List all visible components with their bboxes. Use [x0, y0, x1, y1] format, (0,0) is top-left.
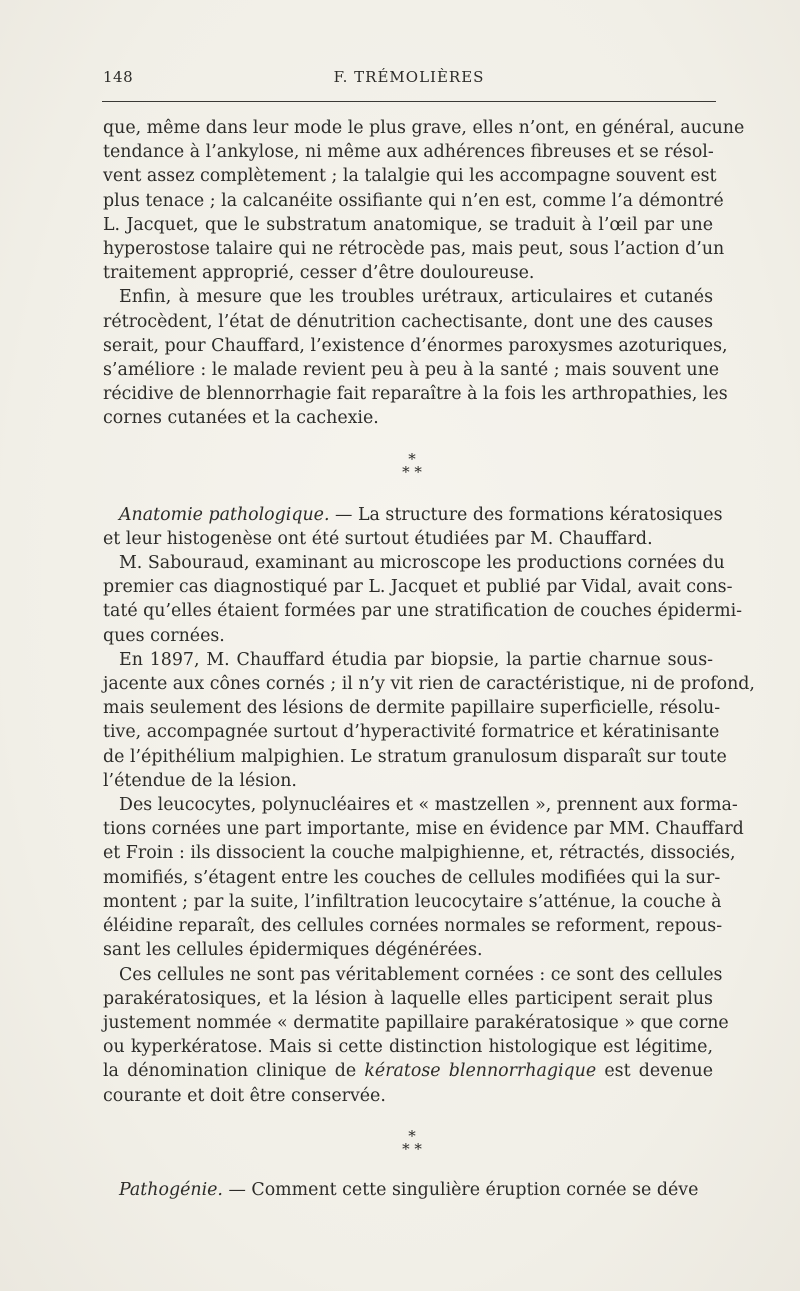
text-line: serait, pour Chauffard, l’existence d’énormes paroxysmes azoturiques,: [103, 335, 728, 356]
text-line: traitement approprié, cesser d’être douloureuse.: [103, 263, 535, 284]
text-line: montent ; par la suite, l’infiltration leucocytaire s’atténue, la couche à: [103, 891, 722, 912]
text-line: En 1897, M. Chauffard étudia par biopsie, la partie charnue sous-: [119, 649, 713, 670]
text-line: Enfin, à mesure que les troubles urétraux, articulaires et cutanés: [119, 287, 713, 308]
text-line: hyperostose talaire qui ne rétrocède pas, mais peut, sous l’action d’un: [103, 239, 725, 260]
text-line: tions cornées une part importante, mise en évidence par MM. Chauffard: [103, 819, 744, 840]
separator-star-bottom: * *: [402, 1139, 422, 1158]
paragraph-leucocytes: [103, 793, 744, 962]
text-line: mais seulement des lésions de dermite papillaire superficielle, résolu-: [103, 698, 721, 719]
text-line: de l’épithélium malpighien. Le stratum granulosum disparaît sur toute: [103, 746, 727, 767]
text-line: l’étendue de la lésion.: [103, 770, 297, 791]
text-line: s’améliore : le malade revient peu à peu à la santé ; mais souvent une: [103, 360, 720, 381]
header-rule: [102, 101, 716, 102]
paragraph-anatomie: [103, 503, 723, 551]
section-separator: [103, 449, 713, 481]
text-line: plus tenace ; la calcanéite ossifiante qui n’en est, comme l’a démontré: [103, 190, 724, 211]
running-head: F. TRÉMOLIÈRES: [333, 68, 485, 86]
text-line: ques cornées.: [103, 625, 225, 646]
text-line: récidive de blennorrhagie fait reparaître à la fois les arthropathies, les: [103, 384, 728, 405]
text-line: [103, 1059, 713, 1083]
paragraph-sabouraud: [103, 551, 743, 648]
text-line: [103, 503, 723, 527]
text-line: momifiés, s’étagent entre les couches de cellules modifiées qui la sur-: [103, 867, 721, 888]
paragraph-enfin: [103, 285, 728, 430]
text-line: ou kyperkératose. Mais si cette distinction histologique est légitime,: [103, 1037, 713, 1058]
text-fragment: — Comment cette singulière éruption cornée se déve: [222, 1179, 699, 1200]
section-title-anatomie: Anatomie pathologique.: [119, 504, 330, 525]
paragraph-continuation: [103, 116, 745, 285]
text-line: courante et doit être conservée.: [103, 1085, 386, 1106]
text-line: cornes cutanées et la cachexie.: [103, 408, 379, 429]
text-line: taté qu’elles étaient formées par une stratification de couches épidermi-: [103, 601, 743, 622]
text-line: sant les cellules épidermiques dégénérées.: [103, 940, 483, 961]
italic-term: kératose blennorrhagique: [364, 1061, 597, 1082]
text-line: premier cas diagnostiqué par L. Jacquet et publié par Vidal, avait cons-: [103, 577, 733, 598]
section-title-pathogenie: Pathogénie.: [119, 1179, 223, 1200]
text-line: et leur histogenèse ont été surtout étudiées par M. Chauffard.: [103, 528, 653, 549]
text-line: rétrocèdent, l’état de dénutrition cachectisante, dont une des causes: [103, 311, 713, 332]
text-line: jacente aux cônes cornés ; il n’y vit rien de caractéristique, ni de profond,: [103, 674, 755, 695]
text-line: tendance à l’ankylose, ni même aux adhérences fibreuses et se résol-: [103, 142, 714, 163]
section-separator: [103, 1126, 713, 1158]
paragraph-1897: [103, 648, 755, 793]
text-line: M. Sabouraud, examinant au microscope les productions cornées du: [119, 553, 725, 574]
text-line: justement nommée « dermatite papillaire parakératosique » que corne: [103, 1012, 729, 1033]
text-line: vent assez complètement ; la talalgie qui les accompagne souvent est: [103, 166, 717, 187]
text-line: Des leucocytes, polynucléaires et « mastzellen », prennent aux forma-: [119, 795, 738, 816]
separator-star-bottom: * *: [402, 462, 422, 481]
text-line: éléidine reparaît, des cellules cornées normales se reforment, repous-: [103, 916, 723, 937]
page-header: [103, 68, 715, 92]
text-line: [103, 1178, 713, 1202]
paragraph-pathogenie: [103, 1178, 713, 1202]
paragraph-cellules: [103, 963, 729, 1108]
separator-star-top: *: [408, 449, 416, 468]
body-text: [103, 116, 755, 1202]
text-line: parakératosiques, et la lésion à laquelle elles participent serait plus: [103, 988, 713, 1009]
text-line: L. Jacquet, que le substratum anatomique, se traduit à l’œil par une: [103, 214, 713, 235]
page-number: 148: [103, 68, 134, 86]
text-fragment: — La structure des formations kératosiques: [329, 504, 723, 525]
separator-star-top: *: [408, 1126, 416, 1145]
text-line: tive, accompagnée surtout d’hyperactivité formatrice et kératinisante: [103, 722, 720, 743]
text-fragment: la dénomination clinique de: [103, 1061, 365, 1082]
text-fragment: est devenue: [596, 1061, 713, 1082]
text-line: Ces cellules ne sont pas véritablement cornées : ce sont des cellules: [119, 964, 723, 985]
text-line: que, même dans leur mode le plus grave, elles n’ont, en général, aucune: [103, 118, 745, 138]
text-line: et Froin : ils dissocient la couche malpighienne, et, rétractés, dissociés,: [103, 843, 736, 864]
